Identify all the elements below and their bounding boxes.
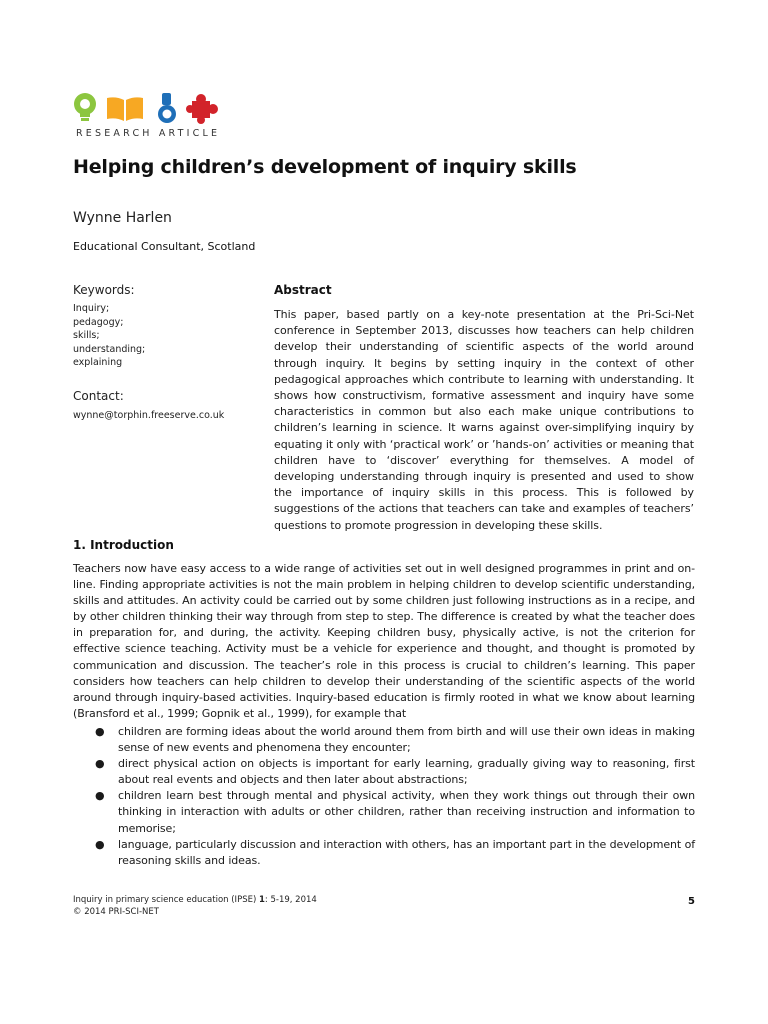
bullet-list <box>73 724 695 869</box>
list-item <box>73 788 695 836</box>
keyword: understanding; <box>73 343 146 355</box>
author-name: Wynne Harlen <box>73 210 172 226</box>
list-item-text: language, particularly discussion and interaction with others, has an important part in the development of reasoning skills and ideas. <box>118 837 695 867</box>
keywords-label: Keywords: <box>73 283 135 297</box>
open-book-icon <box>106 96 144 122</box>
list-item <box>73 724 695 756</box>
introduction-paragraph: Teachers now have easy access to a wide range of activities set out in well designed programmes in print and on-line. Finding appropriate activities is not the main problem in helping children to develop scientific understanding, skills and attitudes. An activity could be carried out by some children just following instructions as in a recipe, and by other children thinking their way through from step to step. The difference is created by what the teacher does in preparation for, and during, the activity. Keeping children busy, physically active, is not the criterion for effective science teaching. Activity must be a vehicle for experience and thought, and thought is promoted by communication and discussion. The teacher’s role in this process is crucial to children’s learning. This paper considers how teachers can help children to develop their understanding of the scientific aspects of the world around through inquiry-based activities. Inquiry-based education is firmly rooted in what we know about learning (Bransford et al., 1999; Gopnik et al., 1999), for example that <box>73 562 695 720</box>
author-affiliation: Educational Consultant, Scotland <box>73 240 256 253</box>
bullet-marker: ● <box>95 837 105 851</box>
lightbulb-icon <box>72 92 98 124</box>
abstract-section <box>274 283 694 534</box>
section-heading-introduction: 1. Introduction <box>73 538 174 552</box>
flask-icon <box>154 92 180 124</box>
abstract-text: This paper, based partly on a key-note presentation at the Pri-Sci-Net conference in September 2013, discusses how teachers can help children develop their understanding of scientific aspects of the world around through inquiry. It begins by setting inquiry in the context of other pedagogical approaches which contribute to learning with understanding. It shows how constructivism, formative assessment and inquiry have some characteristics in common but also each make unique contributions to children’s learning in science. It warns against over-simplifying inquiry by equating it only with ‘practical work’ or ’hands-on’ activities or meaning that children have to ‘discover’ everything for themselves. A model of developing understanding through inquiry is presented and used to show the importance of inquiry skills in this process. This is followed by suggestions of the actions that teachers can take and examples of teachers’ questions to promote progression in developing these skills. <box>274 308 694 532</box>
contact-email[interactable]: wynne@torphin.freeserve.co.uk <box>73 410 225 421</box>
journal-name: Inquiry in primary science education (IPSE) <box>73 895 259 905</box>
journal-pages: : 5-19, 2014 <box>264 895 317 905</box>
introduction-body <box>73 561 695 869</box>
bullet-marker: ● <box>95 789 105 803</box>
abstract-heading: Abstract <box>274 283 332 297</box>
keyword: explaining <box>73 357 123 369</box>
copyright-notice: © 2014 PRI-SCI-NET <box>73 907 159 917</box>
list-item-text: children learn best through mental and physical activity, when they work things out through their own thinking in interaction with adults or other children, rather than receiving instruction and information to memorise; <box>118 789 695 835</box>
journal-citation <box>73 894 317 906</box>
puzzle-piece-icon <box>186 94 218 124</box>
contact-block <box>73 389 258 421</box>
journal-logo <box>72 92 220 124</box>
keywords-block <box>73 283 258 370</box>
article-type-label: RESEARCH ARTICLE <box>76 128 221 139</box>
list-item <box>73 837 695 869</box>
article-title: Helping children’s development of inquiry skills <box>73 156 577 178</box>
bullet-marker: ● <box>95 724 105 738</box>
journal-volume: 1 <box>258 895 265 905</box>
contact-label: Contact: <box>73 389 124 403</box>
keyword: skills; <box>73 330 100 342</box>
keyword: Inquiry; <box>73 303 110 314</box>
list-item <box>73 756 695 788</box>
page-number: 5 <box>688 896 695 907</box>
bullet-marker: ● <box>95 757 105 771</box>
keyword: pedagogy; <box>73 316 124 328</box>
page-footer <box>73 894 317 918</box>
keywords-list <box>73 302 258 370</box>
list-item-text: direct physical action on objects is important for early learning, gradually giving way to reasoning, first about real events and objects and then later about abstractions; <box>118 757 695 787</box>
list-item-text: children are forming ideas about the world around them from birth and will use their own ideas in making sense of new events and phenomena they encounter; <box>118 724 695 755</box>
